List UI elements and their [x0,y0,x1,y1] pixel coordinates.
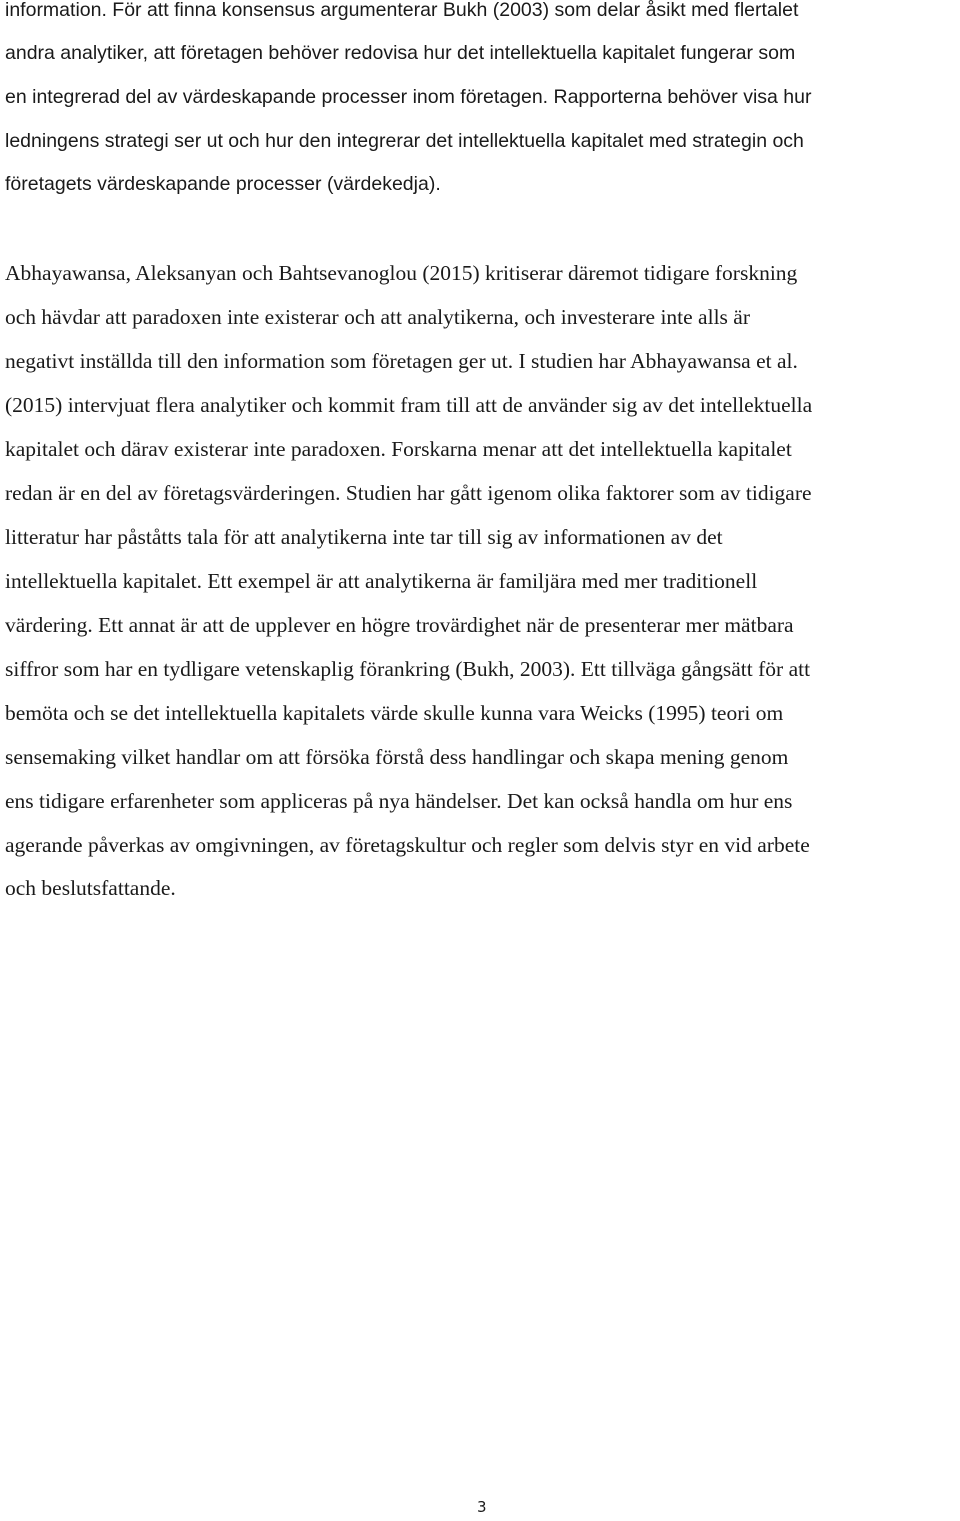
paragraph-line: andra analytiker, att företagen behöver redovisa hur det intellektuella kapitalet fungerar som [5,42,796,64]
paragraph-line: Abhayawansa, Aleksanyan och Bahtsevanoglou (2015) kritiserar däremot tidigare forskning [5,261,798,285]
paragraph-line: negativt inställda till den information som företagen ger ut. I studien har Abhayawansa et al. [5,349,798,373]
paragraph-line: sensemaking vilket handlar om att försöka förstå dess handlingar och skapa mening genom [5,745,789,769]
paragraph-line: ledningens strategi ser ut och hur den integrerar det intellektuella kapitalet med strategin och [5,130,804,152]
paragraph-line: kapitalet och därav existerar inte paradoxen. Forskarna menar att det intellektuella kapitalet [5,437,792,461]
page-number: 3 [477,1498,487,1516]
paragraph-line: intellektuella kapitalet. Ett exempel är att analytikerna är familjära med mer traditionell [5,569,758,593]
paragraph-line: litteratur har påståtts tala för att analytikerna inte tar till sig av informationen av det [5,525,723,549]
paragraph-line: agerande påverkas av omgivningen, av företagskultur och regler som delvis styr en vid arbete [5,833,810,857]
paragraph-line: värdering. Ett annat är att de upplever en högre trovärdighet när de presenterar mer mätbara [5,613,794,637]
paragraph-line: information. För att finna konsensus argumenterar Bukh (2003) som delar åsikt med flertalet [5,0,799,21]
paragraph-line: företagets värdeskapande processer (värdekedja). [5,173,441,195]
paragraph-line: och beslutsfattande. [5,876,176,900]
paragraph-line: redan är en del av företagsvärderingen. Studien har gått igenom olika faktorer som av tidigare [5,481,812,505]
paragraph-line: (2015) intervjuat flera analytiker och kommit fram till att de använder sig av det intellektuella [5,393,813,417]
paragraph-line: ens tidigare erfarenheter som appliceras på nya händelser. Det kan också handla om hur ens [5,789,793,813]
paragraph-line: en integrerad del av värdeskapande processer inom företagen. Rapporterna behöver visa hur [5,86,812,108]
paragraph-line: siffror som har en tydligare vetenskaplig förankring (Bukh, 2003). Ett tillväga gångsätt för att [5,657,811,681]
paragraph-line: bemöta och se det intellektuella kapitalets värde skulle kunna vara Weicks (1995) teori om [5,701,784,725]
paragraph-line: och hävdar att paradoxen inte existerar och att analytikerna, och investerare inte alls är [5,305,750,329]
